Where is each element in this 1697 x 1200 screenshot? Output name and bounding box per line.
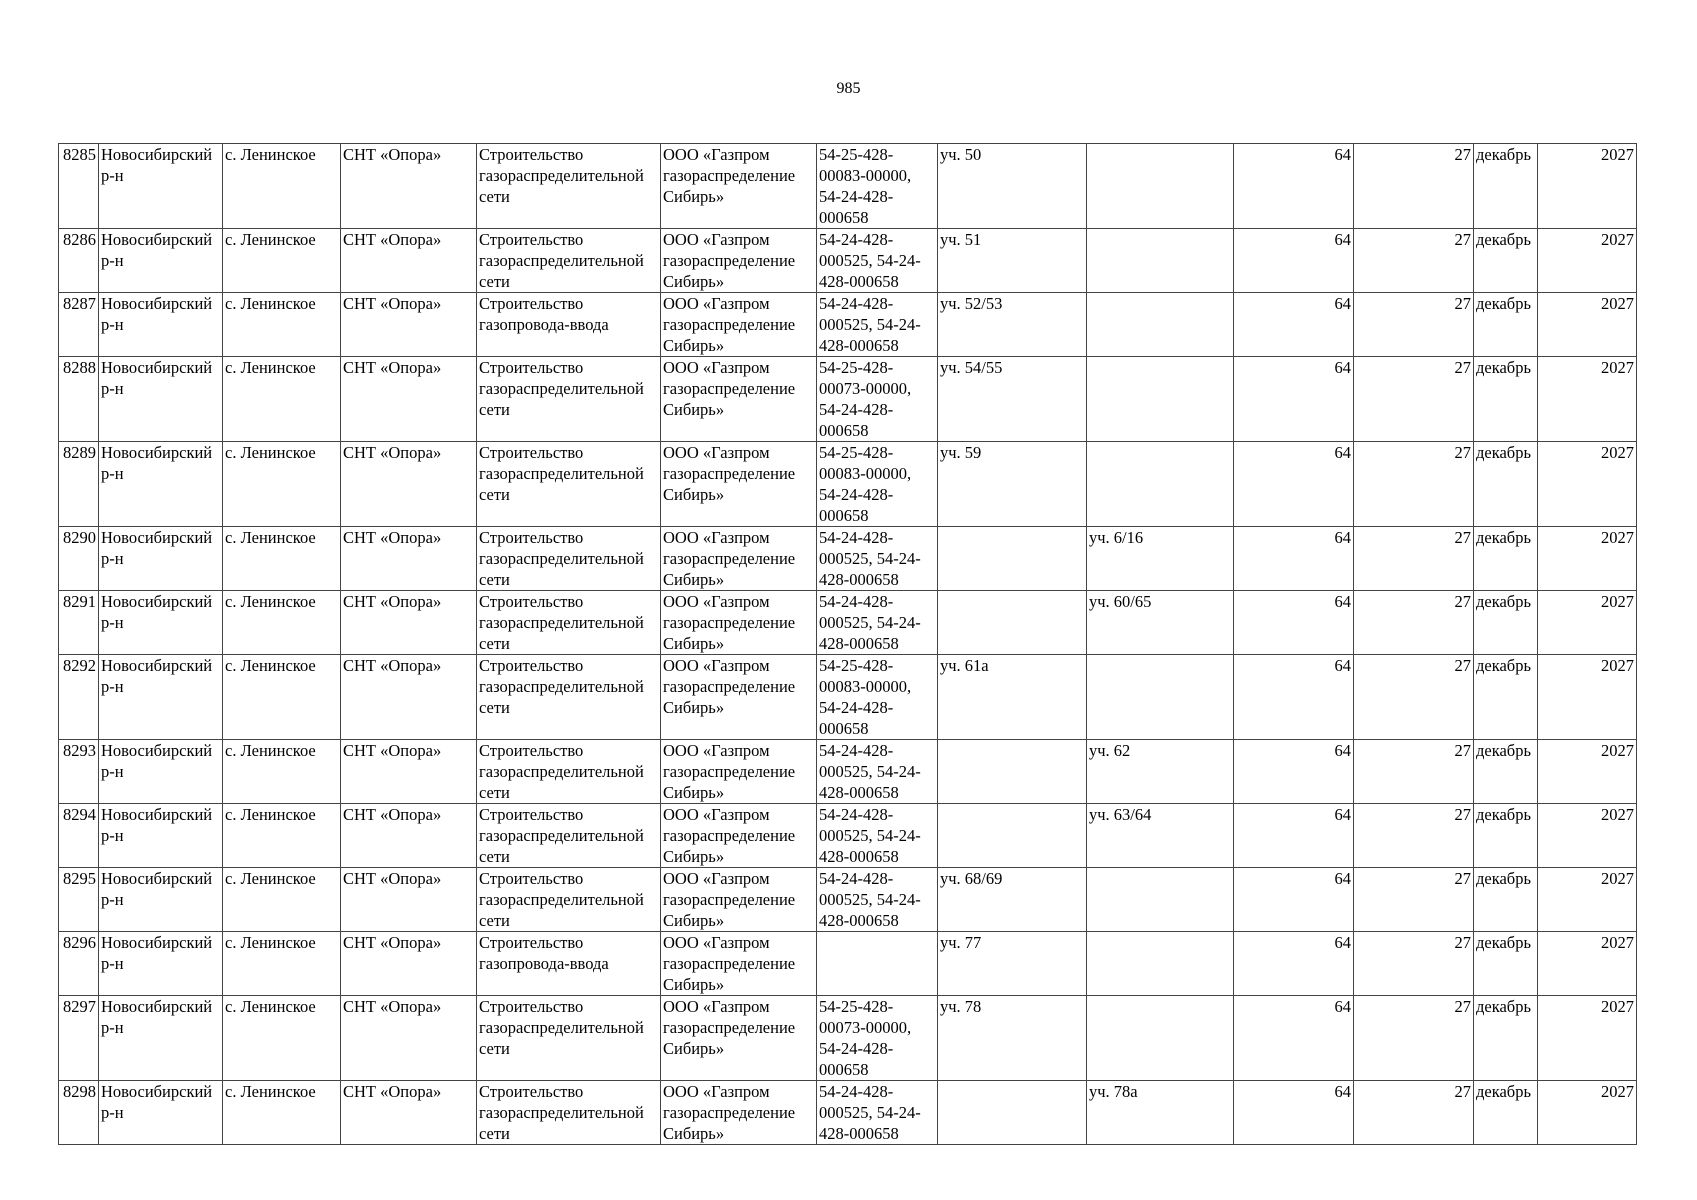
month-cell: декабрь [1474, 655, 1538, 740]
organization-cell: ООО «Газпром газораспределение Сибирь» [661, 591, 817, 655]
organization-cell: ООО «Газпром газораспределение Сибирь» [661, 996, 817, 1081]
table-row [59, 229, 1637, 293]
year-cell: 2027 [1538, 293, 1637, 357]
plot-alt-cell [1087, 229, 1234, 293]
value2-cell: 27 [1354, 868, 1474, 932]
value2-cell: 27 [1354, 996, 1474, 1081]
value1-cell: 64 [1234, 144, 1354, 229]
row-number-cell: 8289 [59, 442, 99, 527]
plot-cell: уч. 78 [938, 996, 1087, 1081]
object-cell: СНТ «Опора» [341, 655, 477, 740]
row-number-cell: 8291 [59, 591, 99, 655]
row-number-cell: 8298 [59, 1081, 99, 1145]
plot-cell: уч. 51 [938, 229, 1087, 293]
plot-alt-cell: уч. 62 [1087, 740, 1234, 804]
value1-cell: 64 [1234, 804, 1354, 868]
row-number-cell: 8294 [59, 804, 99, 868]
district-cell: Новосибирский р-н [99, 868, 223, 932]
object-cell: СНТ «Опора» [341, 740, 477, 804]
year-cell: 2027 [1538, 144, 1637, 229]
district-cell: Новосибирский р-н [99, 740, 223, 804]
settlement-cell: с. Ленинское [223, 655, 341, 740]
value1-cell: 64 [1234, 655, 1354, 740]
settlement-cell: с. Ленинское [223, 144, 341, 229]
page-number: 985 [836, 80, 861, 97]
month-cell: декабрь [1474, 804, 1538, 868]
month-cell: декабрь [1474, 442, 1538, 527]
table-row [59, 868, 1637, 932]
organization-cell: ООО «Газпром газораспределение Сибирь» [661, 655, 817, 740]
value1-cell: 64 [1234, 1081, 1354, 1145]
object-cell: СНТ «Опора» [341, 229, 477, 293]
district-cell: Новосибирский р-н [99, 357, 223, 442]
year-cell: 2027 [1538, 591, 1637, 655]
value2-cell: 27 [1354, 144, 1474, 229]
value1-cell: 64 [1234, 932, 1354, 996]
settlement-cell: с. Ленинское [223, 932, 341, 996]
object-cell: СНТ «Опора» [341, 144, 477, 229]
plot-cell: уч. 68/69 [938, 868, 1087, 932]
cadastral-number-cell: 54-24-428-000525, 54-24-428-000658 [817, 868, 938, 932]
value2-cell: 27 [1354, 293, 1474, 357]
plot-cell: уч. 52/53 [938, 293, 1087, 357]
month-cell: декабрь [1474, 357, 1538, 442]
value2-cell: 27 [1354, 527, 1474, 591]
value2-cell: 27 [1354, 740, 1474, 804]
object-cell: СНТ «Опора» [341, 357, 477, 442]
row-number-cell: 8292 [59, 655, 99, 740]
organization-cell: ООО «Газпром газораспределение Сибирь» [661, 293, 817, 357]
year-cell: 2027 [1538, 655, 1637, 740]
value2-cell: 27 [1354, 655, 1474, 740]
plot-alt-cell [1087, 357, 1234, 442]
organization-cell: ООО «Газпром газораспределение Сибирь» [661, 740, 817, 804]
plot-alt-cell [1087, 442, 1234, 527]
district-cell: Новосибирский р-н [99, 1081, 223, 1145]
table-row [59, 655, 1637, 740]
object-cell: СНТ «Опора» [341, 932, 477, 996]
settlement-cell: с. Ленинское [223, 740, 341, 804]
value1-cell: 64 [1234, 740, 1354, 804]
year-cell: 2027 [1538, 932, 1637, 996]
organization-cell: ООО «Газпром газораспределение Сибирь» [661, 229, 817, 293]
value1-cell: 64 [1234, 591, 1354, 655]
value1-cell: 64 [1234, 442, 1354, 527]
value2-cell: 27 [1354, 932, 1474, 996]
value1-cell: 64 [1234, 996, 1354, 1081]
work-type-cell: Строительство газораспределительной сети [477, 655, 661, 740]
district-cell: Новосибирский р-н [99, 144, 223, 229]
plot-cell [938, 1081, 1087, 1145]
cadastral-number-cell: 54-25-428-00083-00000, 54-24-428-000658 [817, 442, 938, 527]
organization-cell: ООО «Газпром газораспределение Сибирь» [661, 144, 817, 229]
settlement-cell: с. Ленинское [223, 357, 341, 442]
plot-alt-cell [1087, 996, 1234, 1081]
cadastral-number-cell: 54-24-428-000525, 54-24-428-000658 [817, 804, 938, 868]
cadastral-number-cell: 54-25-428-00073-00000, 54-24-428-000658 [817, 996, 938, 1081]
value2-cell: 27 [1354, 442, 1474, 527]
plot-alt-cell: уч. 60/65 [1087, 591, 1234, 655]
cadastral-number-cell: 54-24-428-000525, 54-24-428-000658 [817, 591, 938, 655]
organization-cell: ООО «Газпром газораспределение Сибирь» [661, 804, 817, 868]
district-cell: Новосибирский р-н [99, 996, 223, 1081]
district-cell: Новосибирский р-н [99, 804, 223, 868]
district-cell: Новосибирский р-н [99, 293, 223, 357]
row-number-cell: 8293 [59, 740, 99, 804]
year-cell: 2027 [1538, 442, 1637, 527]
month-cell: декабрь [1474, 229, 1538, 293]
year-cell: 2027 [1538, 1081, 1637, 1145]
value2-cell: 27 [1354, 357, 1474, 442]
year-cell: 2027 [1538, 527, 1637, 591]
plot-cell [938, 527, 1087, 591]
district-cell: Новосибирский р-н [99, 442, 223, 527]
table-row [59, 357, 1637, 442]
value2-cell: 27 [1354, 1081, 1474, 1145]
plot-alt-cell [1087, 932, 1234, 996]
month-cell: декабрь [1474, 932, 1538, 996]
work-type-cell: Строительство газопровода-ввода [477, 932, 661, 996]
table-row [59, 804, 1637, 868]
month-cell: декабрь [1474, 591, 1538, 655]
row-number-cell: 8285 [59, 144, 99, 229]
object-cell: СНТ «Опора» [341, 591, 477, 655]
object-cell: СНТ «Опора» [341, 1081, 477, 1145]
object-cell: СНТ «Опора» [341, 442, 477, 527]
settlement-cell: с. Ленинское [223, 996, 341, 1081]
district-cell: Новосибирский р-н [99, 655, 223, 740]
organization-cell: ООО «Газпром газораспределение Сибирь» [661, 932, 817, 996]
row-number-cell: 8295 [59, 868, 99, 932]
plot-cell: уч. 50 [938, 144, 1087, 229]
plot-cell: уч. 61а [938, 655, 1087, 740]
cadastral-number-cell: 54-24-428-000525, 54-24-428-000658 [817, 229, 938, 293]
year-cell: 2027 [1538, 804, 1637, 868]
settlement-cell: с. Ленинское [223, 442, 341, 527]
table-row [59, 293, 1637, 357]
work-type-cell: Строительство газораспределительной сети [477, 996, 661, 1081]
work-type-cell: Строительство газораспределительной сети [477, 1081, 661, 1145]
table-row [59, 591, 1637, 655]
plot-cell: уч. 59 [938, 442, 1087, 527]
plot-cell [938, 740, 1087, 804]
organization-cell: ООО «Газпром газораспределение Сибирь» [661, 442, 817, 527]
year-cell: 2027 [1538, 229, 1637, 293]
plot-alt-cell: уч. 63/64 [1087, 804, 1234, 868]
year-cell: 2027 [1538, 740, 1637, 804]
district-cell: Новосибирский р-н [99, 229, 223, 293]
value2-cell: 27 [1354, 804, 1474, 868]
row-number-cell: 8296 [59, 932, 99, 996]
cadastral-number-cell: 54-25-428-00073-00000, 54-24-428-000658 [817, 357, 938, 442]
month-cell: декабрь [1474, 740, 1538, 804]
cadastral-number-cell: 54-25-428-00083-00000, 54-24-428-000658 [817, 144, 938, 229]
value2-cell: 27 [1354, 229, 1474, 293]
cadastral-number-cell: 54-24-428-000525, 54-24-428-000658 [817, 527, 938, 591]
table-row [59, 144, 1637, 229]
cadastral-number-cell: 54-24-428-000525, 54-24-428-000658 [817, 740, 938, 804]
object-cell: СНТ «Опора» [341, 996, 477, 1081]
value1-cell: 64 [1234, 357, 1354, 442]
register-table [58, 143, 1637, 1145]
settlement-cell: с. Ленинское [223, 804, 341, 868]
value1-cell: 64 [1234, 868, 1354, 932]
table-row [59, 740, 1637, 804]
value1-cell: 64 [1234, 293, 1354, 357]
plot-alt-cell [1087, 655, 1234, 740]
district-cell: Новосибирский р-н [99, 591, 223, 655]
plot-alt-cell [1087, 144, 1234, 229]
cadastral-number-cell [817, 932, 938, 996]
work-type-cell: Строительство газораспределительной сети [477, 527, 661, 591]
month-cell: декабрь [1474, 293, 1538, 357]
year-cell: 2027 [1538, 357, 1637, 442]
plot-cell: уч. 77 [938, 932, 1087, 996]
organization-cell: ООО «Газпром газораспределение Сибирь» [661, 868, 817, 932]
month-cell: декабрь [1474, 1081, 1538, 1145]
object-cell: СНТ «Опора» [341, 527, 477, 591]
plot-cell [938, 804, 1087, 868]
district-cell: Новосибирский р-н [99, 527, 223, 591]
year-cell: 2027 [1538, 868, 1637, 932]
work-type-cell: Строительство газораспределительной сети [477, 868, 661, 932]
work-type-cell: Строительство газопровода-ввода [477, 293, 661, 357]
plot-alt-cell [1087, 868, 1234, 932]
plot-cell [938, 591, 1087, 655]
settlement-cell: с. Ленинское [223, 527, 341, 591]
row-number-cell: 8286 [59, 229, 99, 293]
plot-alt-cell [1087, 293, 1234, 357]
year-cell: 2027 [1538, 996, 1637, 1081]
work-type-cell: Строительство газораспределительной сети [477, 357, 661, 442]
month-cell: декабрь [1474, 868, 1538, 932]
cadastral-number-cell: 54-24-428-000525, 54-24-428-000658 [817, 293, 938, 357]
organization-cell: ООО «Газпром газораспределение Сибирь» [661, 1081, 817, 1145]
table-row [59, 996, 1637, 1081]
organization-cell: ООО «Газпром газораспределение Сибирь» [661, 527, 817, 591]
object-cell: СНТ «Опора» [341, 804, 477, 868]
settlement-cell: с. Ленинское [223, 1081, 341, 1145]
district-cell: Новосибирский р-н [99, 932, 223, 996]
table-row [59, 527, 1637, 591]
settlement-cell: с. Ленинское [223, 591, 341, 655]
cadastral-number-cell: 54-25-428-00083-00000, 54-24-428-000658 [817, 655, 938, 740]
table-row [59, 932, 1637, 996]
value1-cell: 64 [1234, 229, 1354, 293]
plot-alt-cell: уч. 78а [1087, 1081, 1234, 1145]
table-row [59, 442, 1637, 527]
work-type-cell: Строительство газораспределительной сети [477, 229, 661, 293]
organization-cell: ООО «Газпром газораспределение Сибирь» [661, 357, 817, 442]
work-type-cell: Строительство газораспределительной сети [477, 740, 661, 804]
work-type-cell: Строительство газораспределительной сети [477, 804, 661, 868]
table-row [59, 1081, 1637, 1145]
value2-cell: 27 [1354, 591, 1474, 655]
row-number-cell: 8288 [59, 357, 99, 442]
object-cell: СНТ «Опора» [341, 293, 477, 357]
month-cell: декабрь [1474, 996, 1538, 1081]
month-cell: декабрь [1474, 144, 1538, 229]
plot-alt-cell: уч. 6/16 [1087, 527, 1234, 591]
settlement-cell: с. Ленинское [223, 229, 341, 293]
cadastral-number-cell: 54-24-428-000525, 54-24-428-000658 [817, 1081, 938, 1145]
row-number-cell: 8297 [59, 996, 99, 1081]
row-number-cell: 8290 [59, 527, 99, 591]
value1-cell: 64 [1234, 527, 1354, 591]
table-body [59, 144, 1637, 1145]
work-type-cell: Строительство газораспределительной сети [477, 144, 661, 229]
work-type-cell: Строительство газораспределительной сети [477, 442, 661, 527]
settlement-cell: с. Ленинское [223, 868, 341, 932]
month-cell: декабрь [1474, 527, 1538, 591]
object-cell: СНТ «Опора» [341, 868, 477, 932]
plot-cell: уч. 54/55 [938, 357, 1087, 442]
row-number-cell: 8287 [59, 293, 99, 357]
work-type-cell: Строительство газораспределительной сети [477, 591, 661, 655]
settlement-cell: с. Ленинское [223, 293, 341, 357]
